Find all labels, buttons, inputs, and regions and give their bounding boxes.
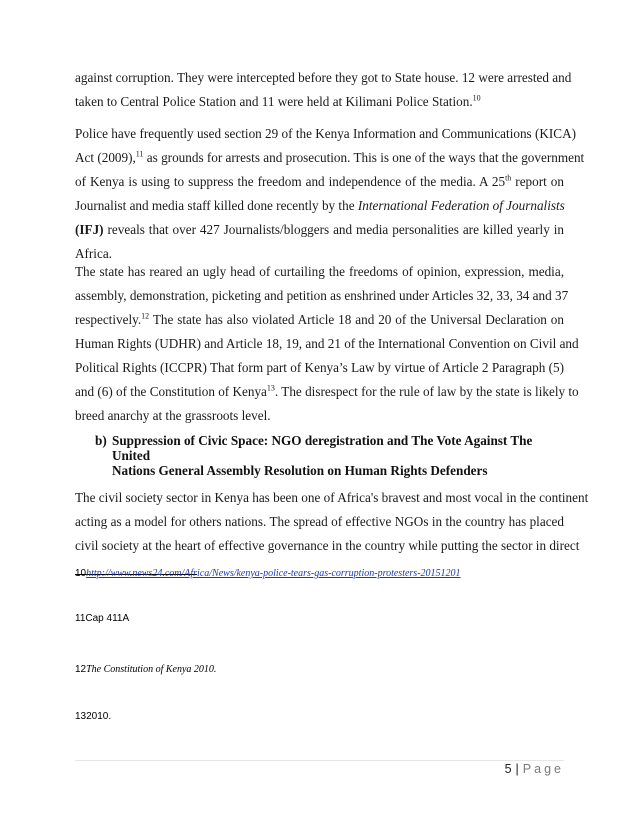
section-heading <box>95 433 565 478</box>
footnote-12 <box>75 664 216 675</box>
footnote-ref-11[interactable]: 11 <box>135 149 144 159</box>
paragraph-line: Africa. <box>75 246 112 261</box>
paragraph-line: The civil society sector in Kenya has been one of Africa's bravest and most vocal in the continent <box>75 490 589 505</box>
paragraph-line: of Kenya is using to suppress the freedom and independence of the media. A 25th report on <box>75 173 564 189</box>
footnote-10 <box>75 568 461 579</box>
footnote-text: Cap 411A <box>85 613 130 624</box>
heading-line-1: Suppression of Civic Space: NGO deregistration and The Vote Against The United <box>112 433 533 463</box>
paragraph-line: Act (2009),$^{11}$ as grounds for arrests and prosecution. This is one of the ways that the government <box>75 149 585 165</box>
paragraph-line: Political Rights (ICCPR) That form part of Kenya’s Law by virtue of Article 2 Paragraph (5) <box>75 360 564 375</box>
paragraph-1 <box>75 66 572 114</box>
footnote-11 <box>75 613 129 624</box>
list-marker: b) <box>95 433 107 448</box>
page-footer <box>505 762 564 776</box>
footer-separator: | <box>515 762 519 776</box>
paragraph-line: The state has reared an ugly head of curtailing the freedoms of opinion, expression, media, <box>75 264 564 279</box>
ordinal-suffix: th <box>505 173 512 183</box>
footnote-number: 11 <box>75 613 86 624</box>
paragraph-2 <box>75 122 585 266</box>
footnote-13 <box>75 711 111 722</box>
paragraph-line: acting as a model for others nations. The spread of effective NGOs in the country has placed <box>75 514 564 529</box>
footer-divider <box>75 760 564 761</box>
paragraph-line: Human Rights (UDHR) and Article 18, 19, and 21 of the International Convention on Civil and <box>75 336 579 351</box>
footnote-text: The Constitution of Kenya 2010. <box>86 664 217 675</box>
footnote-number: 10 <box>75 568 87 579</box>
paragraph-line: against corruption. They were intercepted before they got to State house. 12 were arrested and <box>75 70 572 85</box>
paragraph-line: (IFJ) reveals that over 427 Journalists/bloggers and media personalities are killed yearly in <box>75 222 564 237</box>
paragraph-line: and (6) of the Constitution of Kenya$^{13}$. The disrespect for the rule of law by the state is likely to <box>75 383 579 399</box>
paragraph-line: Journalist and media staff killed done recently by the International Federation of Journalists <box>75 198 565 213</box>
paragraph-3 <box>75 260 579 428</box>
page-label: Page <box>522 762 564 776</box>
footnote-link[interactable]: http://www.news24.com/Africa/News/kenya-police-tears-gas-corruption-protesters-20151201 <box>86 568 461 579</box>
organization-acronym: (IFJ) <box>75 222 104 237</box>
paragraph-4 <box>75 486 589 558</box>
footnote-ref-10[interactable]: 10 <box>472 93 481 103</box>
paragraph-line: taken to Central Police Station and 11 were held at Kilimani Police Station.$^{10}$ <box>75 93 481 109</box>
footnote-ref-12[interactable]: 12 <box>141 311 150 321</box>
paragraph-line: civil society at the heart of effective governance in the country while putting the sector in direct <box>75 538 580 553</box>
paragraph-line: assembly, demonstration, picketing and petition as enshrined under Articles 32, 33, 34 and 37 <box>75 288 569 303</box>
footnote-ref-13[interactable]: 13 <box>266 383 275 393</box>
paragraph-line: respectively.$^{12}$ The state has also violated Article 18 and 20 of the Universal Declaration on <box>75 311 564 327</box>
paragraph-line: breed anarchy at the grassroots level. <box>75 408 271 423</box>
heading-line-2: Nations General Assembly Resolution on Human Rights Defenders <box>112 463 488 478</box>
footnote-number: 13 <box>75 711 87 722</box>
footnote-text: 2010. <box>86 711 112 722</box>
page-number: 5 <box>504 762 512 776</box>
footnote-number: 12 <box>75 664 87 675</box>
paragraph-line: Police have frequently used section 29 of the Kenya Information and Communications (KICA) <box>75 126 576 141</box>
organization-name: International Federation of Journalists <box>357 198 565 213</box>
